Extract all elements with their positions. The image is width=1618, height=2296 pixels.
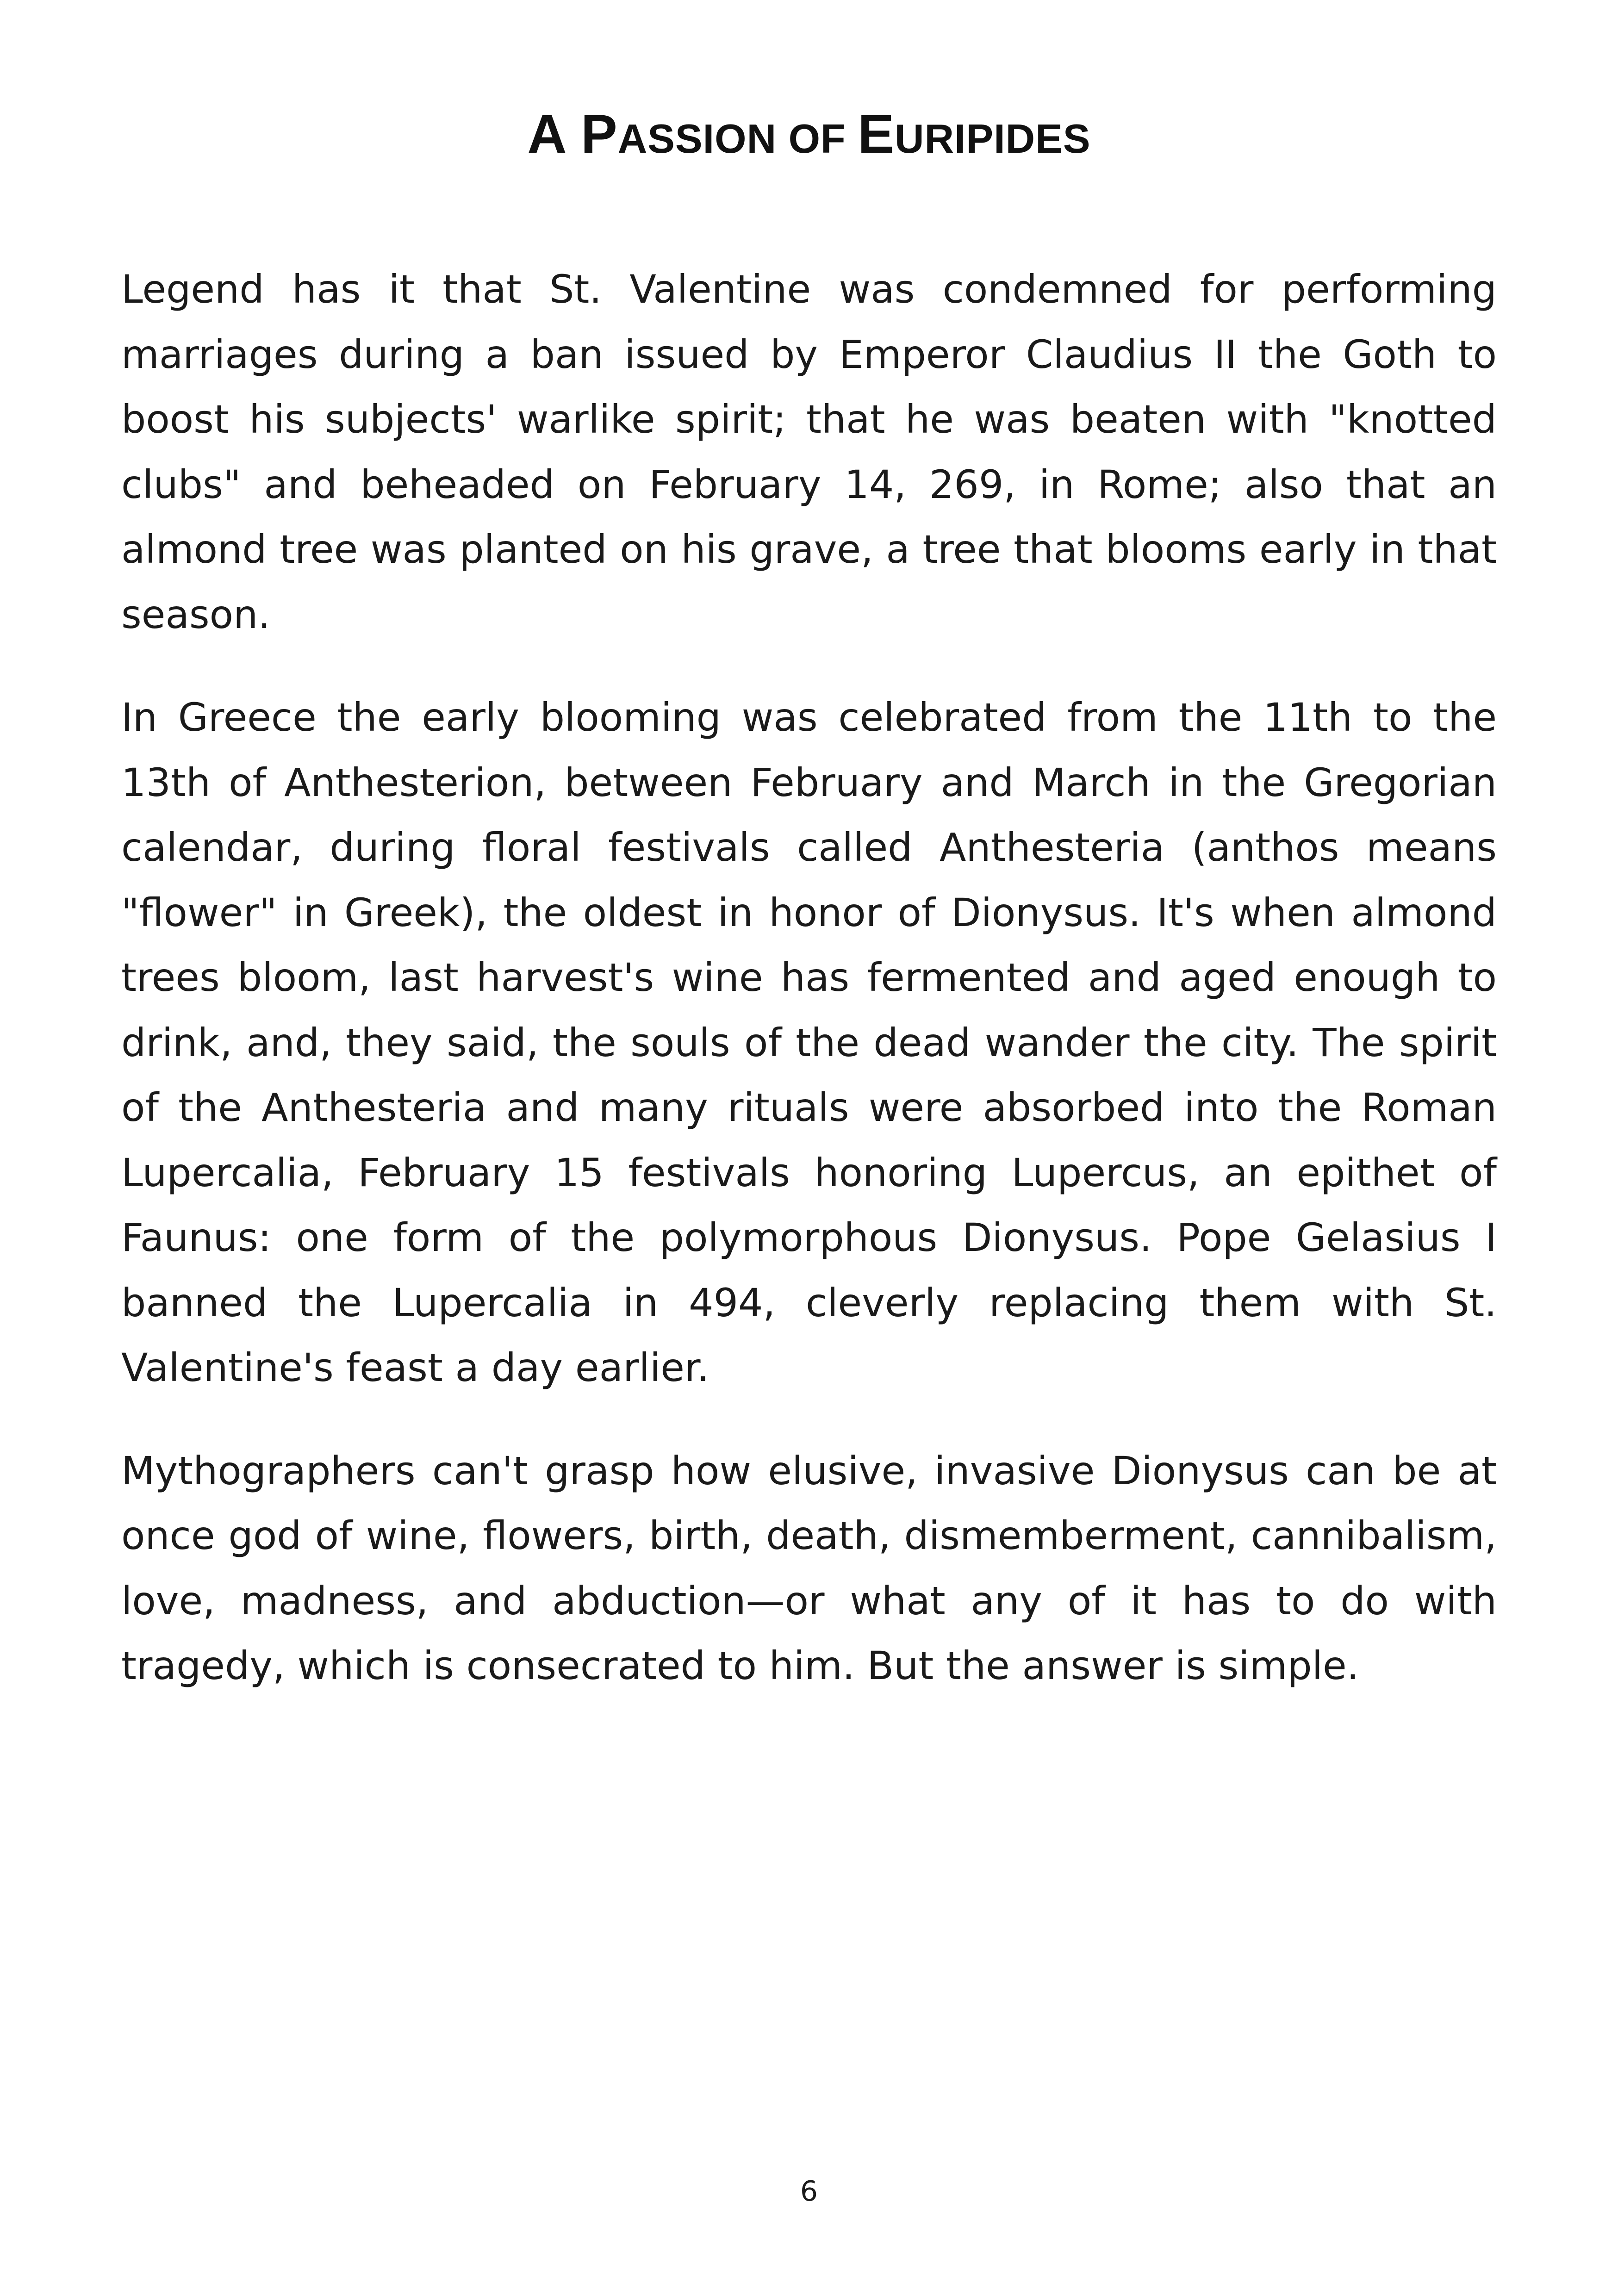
title-smallcaps-1: ASSION OF xyxy=(617,116,858,162)
title-smallcaps-2: URIPIDES xyxy=(894,116,1091,162)
paragraph-1: Legend has it that St. Valentine was condemned for performing marriages during a ban issued by Emperor Claudius II the Goth to boost his subjects' warlike spirit; that he was beaten with "knotted clubs" and beheaded on February 14, 269, in Rome; also that an almond tree was planted on his grave, a tree that blooms early in that season. xyxy=(121,267,1497,637)
title-initial-2: E xyxy=(858,104,895,165)
paragraph-3: Mythographers can't grasp how elusive, invasive Dionysus can be at once god of wine, flowers, birth, death, dismemberment, cannibalism, love, madness, and abduction—or what any of it has to do with tragedy, which is consecrated to him. But the answer is simple. xyxy=(121,1448,1497,1688)
page-number: 6 xyxy=(800,2175,818,2208)
page-title xyxy=(0,97,1618,176)
title-initial-1: A P xyxy=(527,104,618,165)
paragraph-2: In Greece the early blooming was celebrated from the 11th to the 13th of Anthesterion, between February and March in the Gregorian calendar, during floral festivals called Anthesteria (anthos means "flower" in Greek), the oldest in honor of Dionysus. It's when almond trees bloom, last harvest's wine has fermented and aged enough to drink, and, they said, the souls of the dead wander the city. The spirit of the Anthesteria and many rituals were absorbed into the Roman Lupercalia, February 15 festivals honoring Lupercus, an epithet of Faunus: one form of the polymorphous Dionysus. Pope Gelasius I banned the Lupercalia in 494, cleverly replacing them with St. Valentine's feast a day earlier. xyxy=(121,695,1497,1390)
body-text xyxy=(121,257,1497,1736)
